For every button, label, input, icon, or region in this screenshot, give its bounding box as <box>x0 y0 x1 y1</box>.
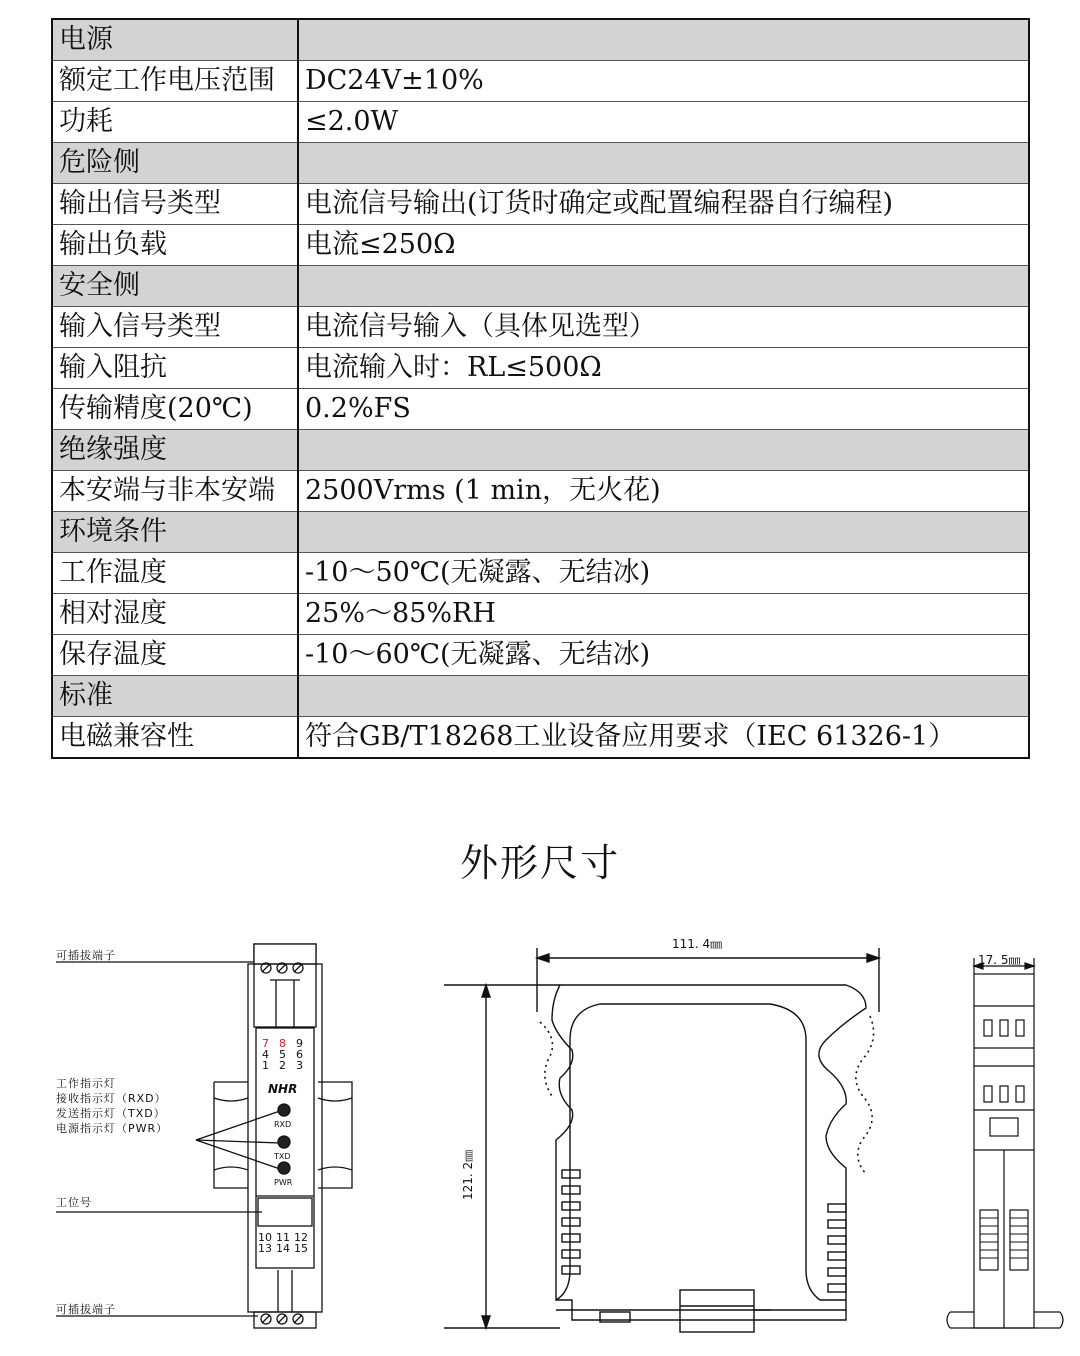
terminal-num: 14 <box>276 1242 290 1255</box>
terminal-num: 9 <box>296 1037 303 1050</box>
front-view-drawing <box>56 944 352 1328</box>
pwr-indicator-label: 电源指示灯（PWR） <box>56 1122 169 1135</box>
width-dimension-111: 111. 4㎜ <box>672 937 723 951</box>
terminal-num: 8 <box>279 1037 286 1050</box>
spec-value: 25%～85%RH <box>298 594 1029 635</box>
spec-key: 输出信号类型 <box>52 184 298 225</box>
spec-value: ≤2.0W <box>298 102 1029 143</box>
spec-value: 符合GB/T18268工业设备应用要求（IEC 61326-1） <box>305 721 956 752</box>
terminal-num: 15 <box>294 1242 308 1255</box>
spec-key: 安全侧 <box>52 266 298 307</box>
bottom-terminal-label: 可插拔端子 <box>56 1303 116 1316</box>
led-label-txd: TXD <box>274 1152 291 1161</box>
spec-key: 危险侧 <box>52 143 298 184</box>
terminal-num: 7 <box>262 1037 269 1050</box>
led-label-pwr: PWR <box>274 1178 293 1187</box>
spec-value: DC24V±10% <box>298 61 1029 102</box>
spec-value: 电流输入时：RL≤500Ω <box>298 348 1029 389</box>
terminal-num: 10 <box>258 1231 272 1244</box>
end-view-text <box>978 953 1022 967</box>
spec-value: -10～60℃(无凝露、无结冰) <box>298 635 1029 676</box>
spec-key: 标准 <box>52 676 298 717</box>
terminal-num: 5 <box>279 1048 286 1061</box>
spec-key: 功耗 <box>52 102 298 143</box>
led-label-rxd: RXD <box>274 1120 292 1129</box>
side-view-text <box>461 937 723 1200</box>
end-view-drawing <box>947 958 1063 1328</box>
spec-key: 输出负载 <box>52 225 298 266</box>
spec-key: 保存温度 <box>52 635 298 676</box>
width-dimension-17: 17. 5㎜ <box>978 953 1021 967</box>
spec-key: 输入阻抗 <box>52 348 298 389</box>
terminal-num: 13 <box>258 1242 272 1255</box>
spec-value: -10～50℃(无凝露、无结冰) <box>298 553 1029 594</box>
position-label: 工位号 <box>56 1196 92 1209</box>
nhr-logo: NHR <box>268 1082 298 1096</box>
terminal-num: 12 <box>294 1231 308 1244</box>
spec-key: 输入信号类型 <box>52 307 298 348</box>
terminal-num: 2 <box>279 1059 286 1072</box>
work-indicator-label: 工作指示灯 <box>56 1077 116 1090</box>
spec-key: 本安端与非本安端 <box>52 471 298 512</box>
spec-value: 电流≤250Ω <box>298 225 1029 266</box>
spec-key: 工作温度 <box>52 553 298 594</box>
spec-key: 环境条件 <box>52 512 298 553</box>
spec-key: 相对湿度 <box>52 594 298 635</box>
spec-value: 电流信号输入（具体见选型） <box>298 307 1029 348</box>
side-view-drawing <box>444 948 879 1332</box>
terminal-num: 1 <box>262 1059 269 1072</box>
terminal-num: 11 <box>276 1231 290 1244</box>
section-title: 外形尺寸 <box>459 841 620 885</box>
spec-key: 绝缘强度 <box>52 430 298 471</box>
terminal-num: 4 <box>262 1048 269 1061</box>
height-dimension-121: 121. 2㎜ <box>461 1149 475 1200</box>
spec-key: 传输精度(20℃) <box>52 389 298 430</box>
spec-value: 0.2%FS <box>298 389 1029 430</box>
spec-key: 电磁兼容性 <box>52 717 298 759</box>
spec-key: 额定工作电压范围 <box>52 61 298 102</box>
spec-value: 电流信号输出(订货时确定或配置编程器自行编程) <box>298 184 1029 225</box>
side-view-dotted <box>540 1016 874 1174</box>
txd-indicator-label: 发送指示灯（TXD） <box>56 1107 166 1120</box>
spec-value: 2500Vrms (1 min，无火花) <box>298 471 1029 512</box>
top-terminal-label: 可插拔端子 <box>56 949 116 962</box>
rxd-indicator-label: 接收指示灯（RXD） <box>56 1092 167 1105</box>
spec-key: 电源 <box>52 19 298 61</box>
terminal-num: 6 <box>296 1048 303 1061</box>
terminal-num: 3 <box>296 1059 303 1072</box>
